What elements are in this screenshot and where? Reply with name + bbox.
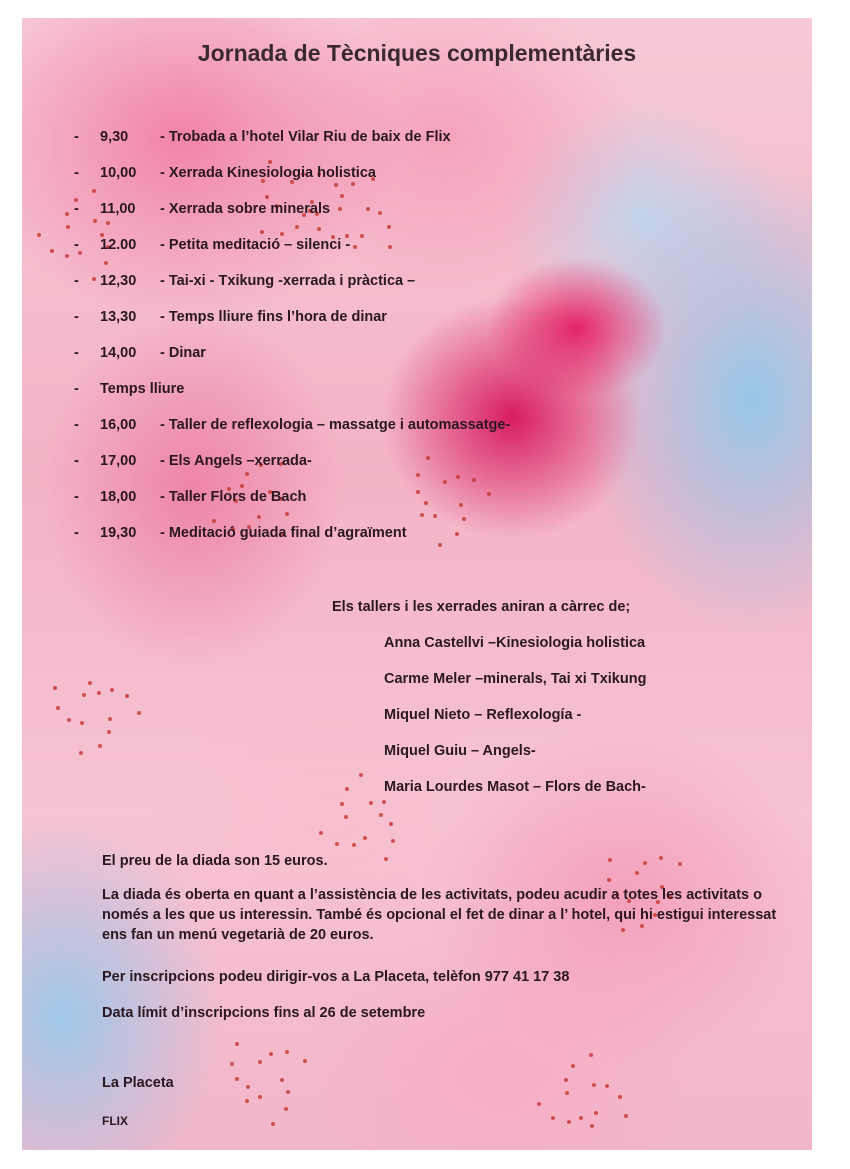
- bullet-marker: -: [74, 165, 79, 181]
- deadline-text: Data límit d’inscripcions fins al 26 de setembre: [102, 1005, 426, 1021]
- schedule-time: 17,00: [100, 453, 137, 469]
- schedule-time: 10,00: [100, 165, 137, 181]
- schedule-time: 12,30: [100, 273, 137, 289]
- info-paragraph: La diada és oberta en quant a l’assistència de les activitats, podeu acudir a totes les activitats o només a les que us interessin. També és opcional el fet de dinar a l’ hotel, qui hi estigui interessat ens fan un menú vegetarià de 20 euros.: [102, 887, 777, 943]
- schedule-activity: - Meditació guiada final d’agraïment: [160, 525, 407, 541]
- page-title: Jornada de Tècniques complementàries: [197, 40, 637, 66]
- bullet-marker: -: [74, 237, 79, 253]
- town-name: FLIX: [102, 1114, 128, 1128]
- bullet-marker: -: [74, 453, 79, 469]
- schedule-activity: - Taller de reflexologia – massatge i automassatge-: [160, 417, 511, 433]
- registration-text: Per inscripcions podeu dirigir-vos a La Placeta, telèfon 977 41 17 38: [102, 969, 570, 985]
- schedule-time: 18,00: [100, 489, 137, 505]
- flyer: [22, 18, 812, 1150]
- flyer-content: [22, 18, 812, 1150]
- presenter-item: Carme Meler –minerals, Tai xi Txikung: [384, 671, 647, 687]
- bullet-marker: -: [74, 525, 79, 541]
- schedule-activity: - Trobada a l’hotel Vilar Riu de baix de Flix: [160, 129, 451, 145]
- presenter-item: Anna Castellvi –Kinesiologia holistica: [384, 635, 646, 651]
- bullet-marker: -: [74, 309, 79, 325]
- schedule-label: Temps lliure: [100, 381, 185, 397]
- schedule-time: 14,00: [100, 345, 137, 361]
- bullet-marker: -: [74, 201, 79, 217]
- bullet-marker: -: [74, 489, 79, 505]
- schedule-time: 12.00: [100, 237, 137, 253]
- schedule-time: 16,00: [100, 417, 137, 433]
- schedule-activity: - Temps lliure fins l’hora de dinar: [160, 309, 387, 325]
- bullet-marker: -: [74, 381, 79, 397]
- schedule-activity: - Els Angels –xerrada-: [160, 453, 312, 469]
- schedule-time: 9,30: [100, 129, 129, 145]
- bullet-marker: -: [74, 345, 79, 361]
- presenter-item: Miquel Nieto – Reflexología -: [384, 707, 582, 723]
- schedule-activity: - Petita meditació – silenci -: [160, 237, 351, 253]
- schedule-activity: - Dinar: [160, 345, 206, 361]
- bullet-marker: -: [74, 417, 79, 433]
- bullet-marker: -: [74, 129, 79, 145]
- price-text: El preu de la diada son 15 euros.: [102, 853, 328, 869]
- schedule-time: 11,00: [100, 201, 136, 217]
- schedule-time: 19,30: [100, 525, 137, 541]
- organizer-name: La Placeta: [102, 1075, 174, 1091]
- workshops-heading: Els tallers i les xerrades aniran a càrrec de;: [332, 599, 631, 615]
- schedule-activity: - Xerrada sobre minerals: [160, 201, 331, 217]
- schedule-activity: - Taller Flors de Bach: [160, 489, 307, 505]
- schedule-activity: - Tai-xi - Txikung -xerrada i pràctica –: [160, 273, 416, 289]
- bullet-marker: -: [74, 273, 79, 289]
- schedule-activity: - Xerrada Kinesiologia holistica: [160, 165, 376, 181]
- schedule-time: 13,30: [100, 309, 137, 325]
- presenter-item: Miquel Guiu – Angels-: [384, 743, 536, 759]
- presenter-item: Maria Lourdes Masot – Flors de Bach-: [384, 779, 646, 795]
